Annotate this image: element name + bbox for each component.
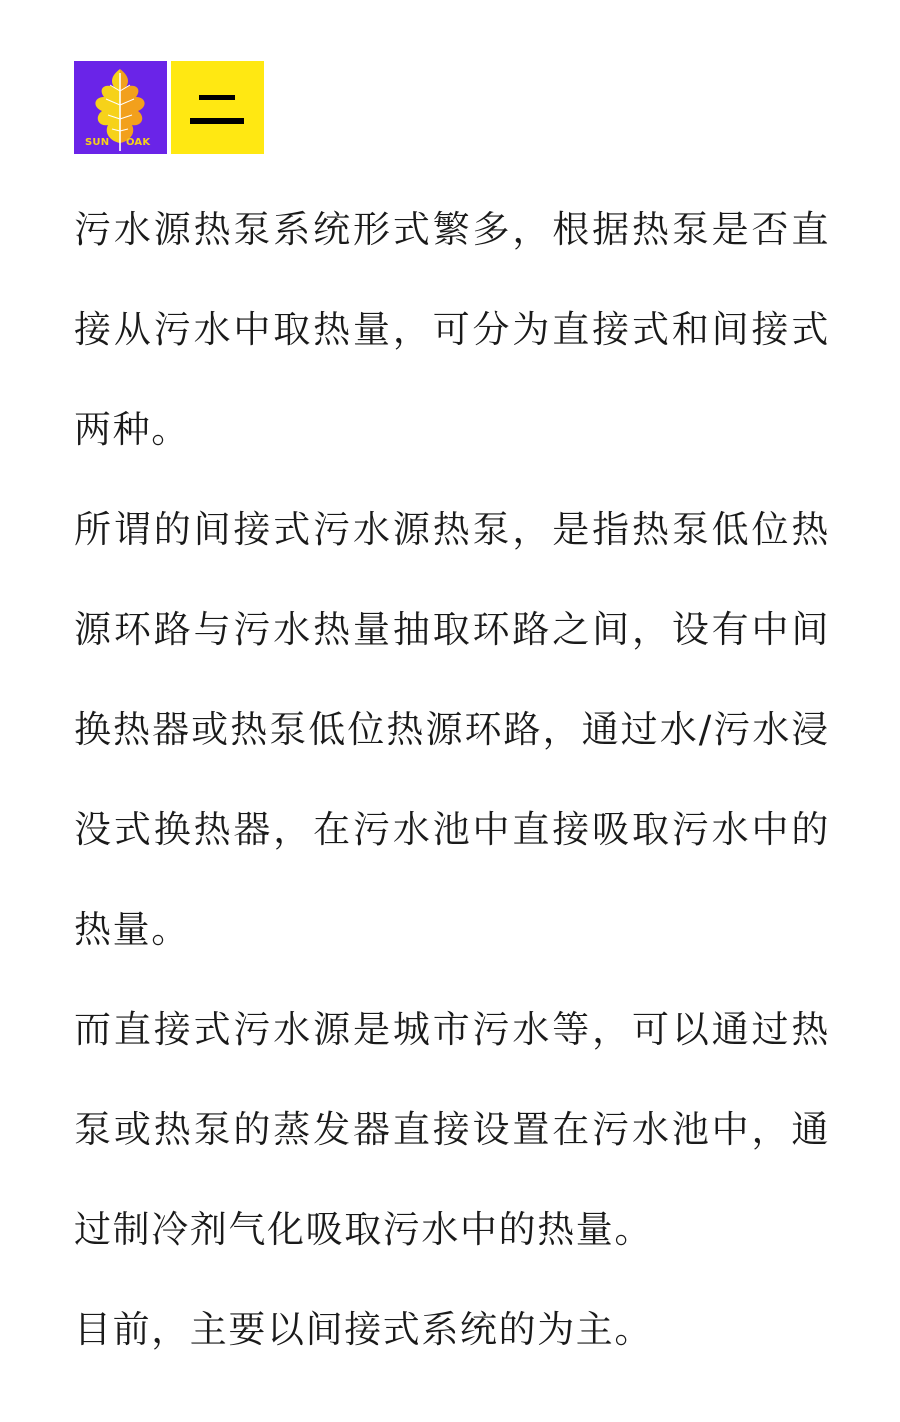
paragraph-4: 目前，主要以间接式系统的为主。 [74, 1308, 653, 1351]
paragraph-1: 污水源热泵系统形式繁多，根据热泵是否直接从污水中取热量，可分为直接式和间接式两种。 [74, 208, 830, 451]
logo [74, 61, 167, 154]
logo-word-left: SUN [85, 137, 110, 148]
section-number-badge [171, 61, 264, 154]
article-body [74, 180, 830, 1380]
logo-word-right: OAK [126, 137, 151, 148]
paragraph-3: 而直接式污水源是城市污水等，可以通过热泵或热泵的蒸发器直接设置在污水池中，通过制冷剂气化吸取污水中的热量。 [74, 1008, 830, 1251]
section-number-glyph [171, 61, 264, 154]
paragraph-2: 所谓的间接式污水源热泵，是指热泵低位热源环路与污水热量抽取环路之间，设有中间换热器或热泵低位热源环路，通过水/污水浸没式换热器，在污水池中直接吸取污水中的热量。 [74, 508, 830, 951]
